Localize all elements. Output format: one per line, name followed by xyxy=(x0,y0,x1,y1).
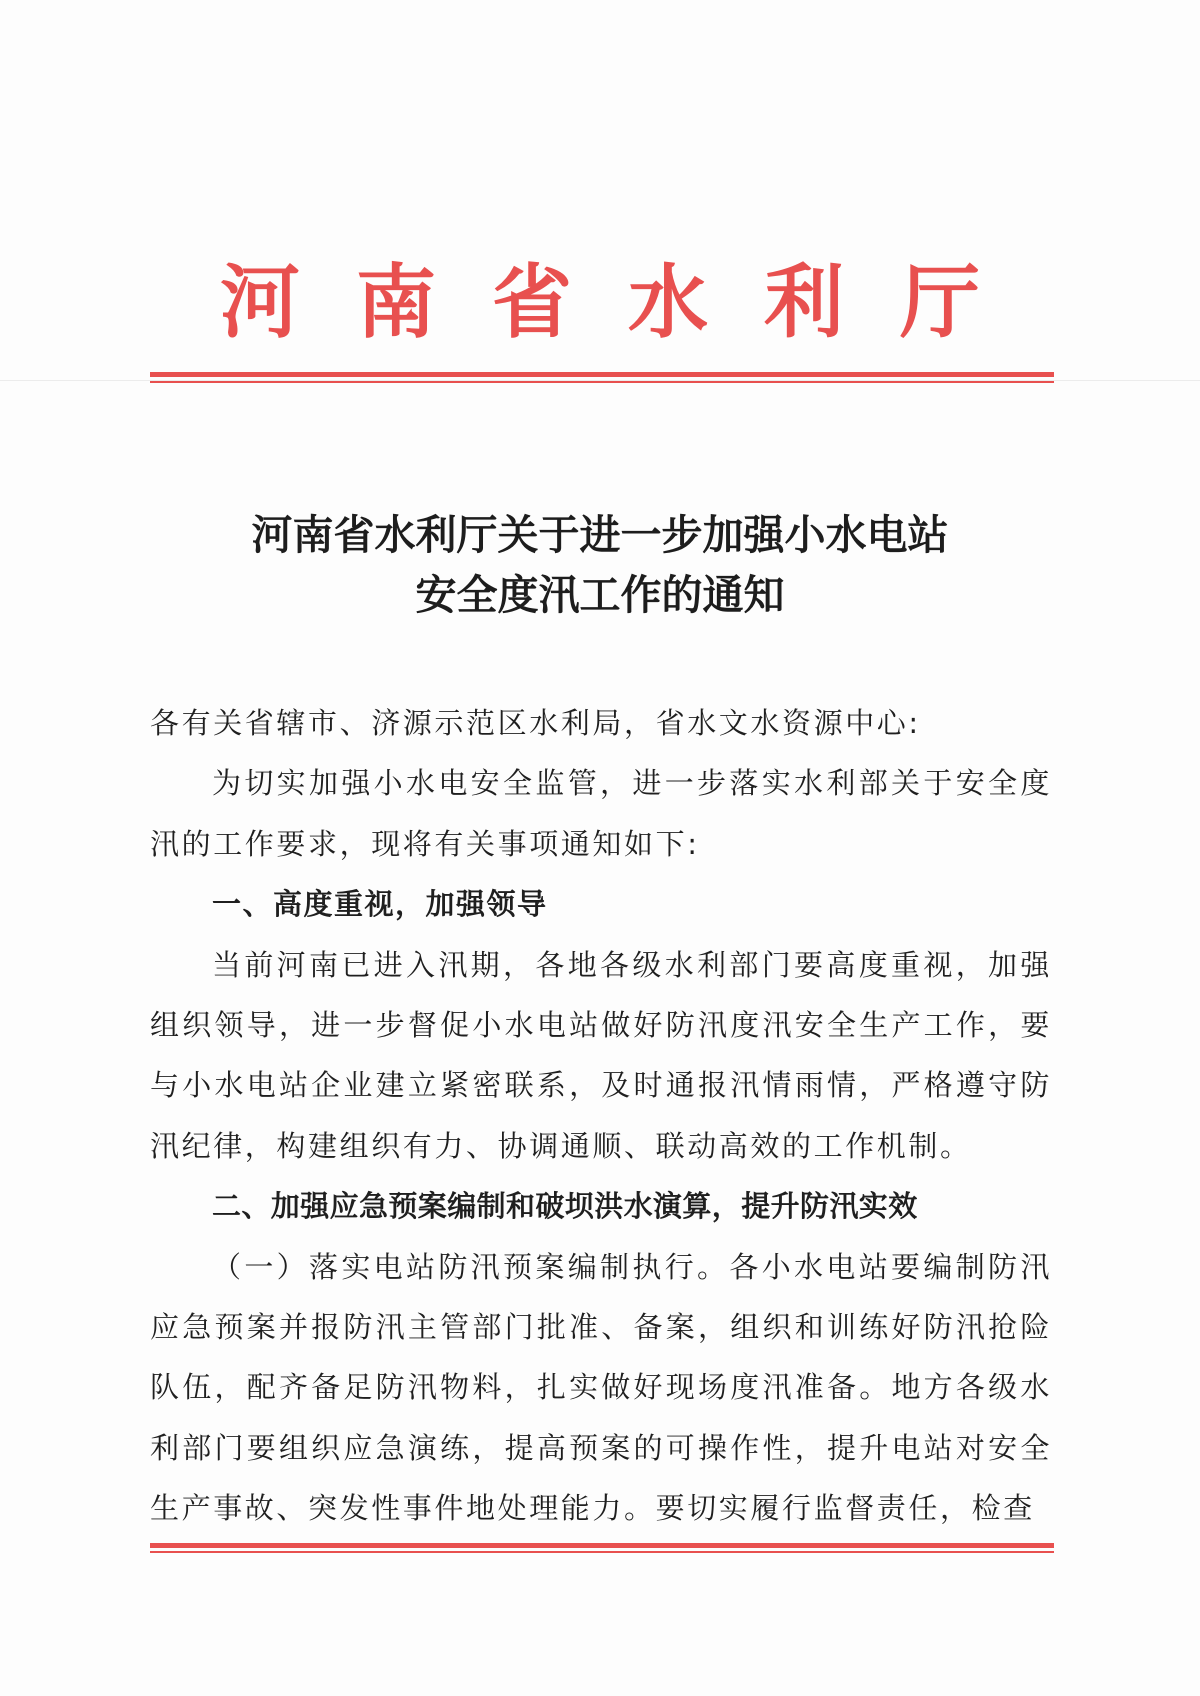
document-body xyxy=(150,693,1052,1539)
section-2-heading: 二、加强应急预案编制和破坝洪水演算，提升防汛实效 xyxy=(212,1189,918,1224)
section-1-heading: 一、高度重视，加强领导 xyxy=(212,887,548,922)
letterhead-rule-thick xyxy=(150,372,1054,377)
letterhead-char: 厅 xyxy=(900,255,980,349)
title-line-1: 河南省水利厅关于进一步加强小水电站 xyxy=(251,511,949,559)
letterhead-rule-thin xyxy=(150,381,1054,383)
footer-rule-thick xyxy=(150,1543,1054,1548)
letterhead-char: 水 xyxy=(628,255,708,349)
section-2-sub-1-paragraph: （一）落实电站防汛预案编制执行。各小水电站要编制防汛应急预案并报防汛主管部门批准、备案，组织和训练好防汛抢险队伍，配齐备足防汛物料，扎实做好现场度汛准备。地方各级水利部门要组织应急演练，提高预案的可操作性，提升电站对安全生产事故、突发性事件地处理能力。要切实履行监督责任，检查 xyxy=(150,1249,1052,1526)
intro-paragraph: 为切实加强小水电安全监管，进一步落实水利部关于安全度汛的工作要求，现将有关事项通知如下: xyxy=(150,766,1052,861)
document-title xyxy=(150,505,1050,625)
letterhead-char: 河 xyxy=(220,255,300,349)
title-line-2: 安全度汛工作的通知 xyxy=(415,571,785,619)
letterhead xyxy=(150,252,1050,352)
salutation: 各有关省辖市、济源示范区水利局，省水文水资源中心: xyxy=(150,706,921,740)
letterhead-char: 利 xyxy=(764,255,844,349)
footer-rule-thin xyxy=(150,1551,1054,1553)
letterhead-char: 南 xyxy=(356,255,436,349)
letterhead-char: 省 xyxy=(492,255,572,349)
section-1-paragraph: 当前河南已进入汛期，各地各级水利部门要高度重视，加强组织领导，进一步督促小水电站做好防汛度汛安全生产工作，要与小水电站企业建立紧密联系，及时通报汛情雨情，严格遵守防汛纪律，构建组织有力、协调通顺、联动高效的工作机制。 xyxy=(150,947,1052,1163)
